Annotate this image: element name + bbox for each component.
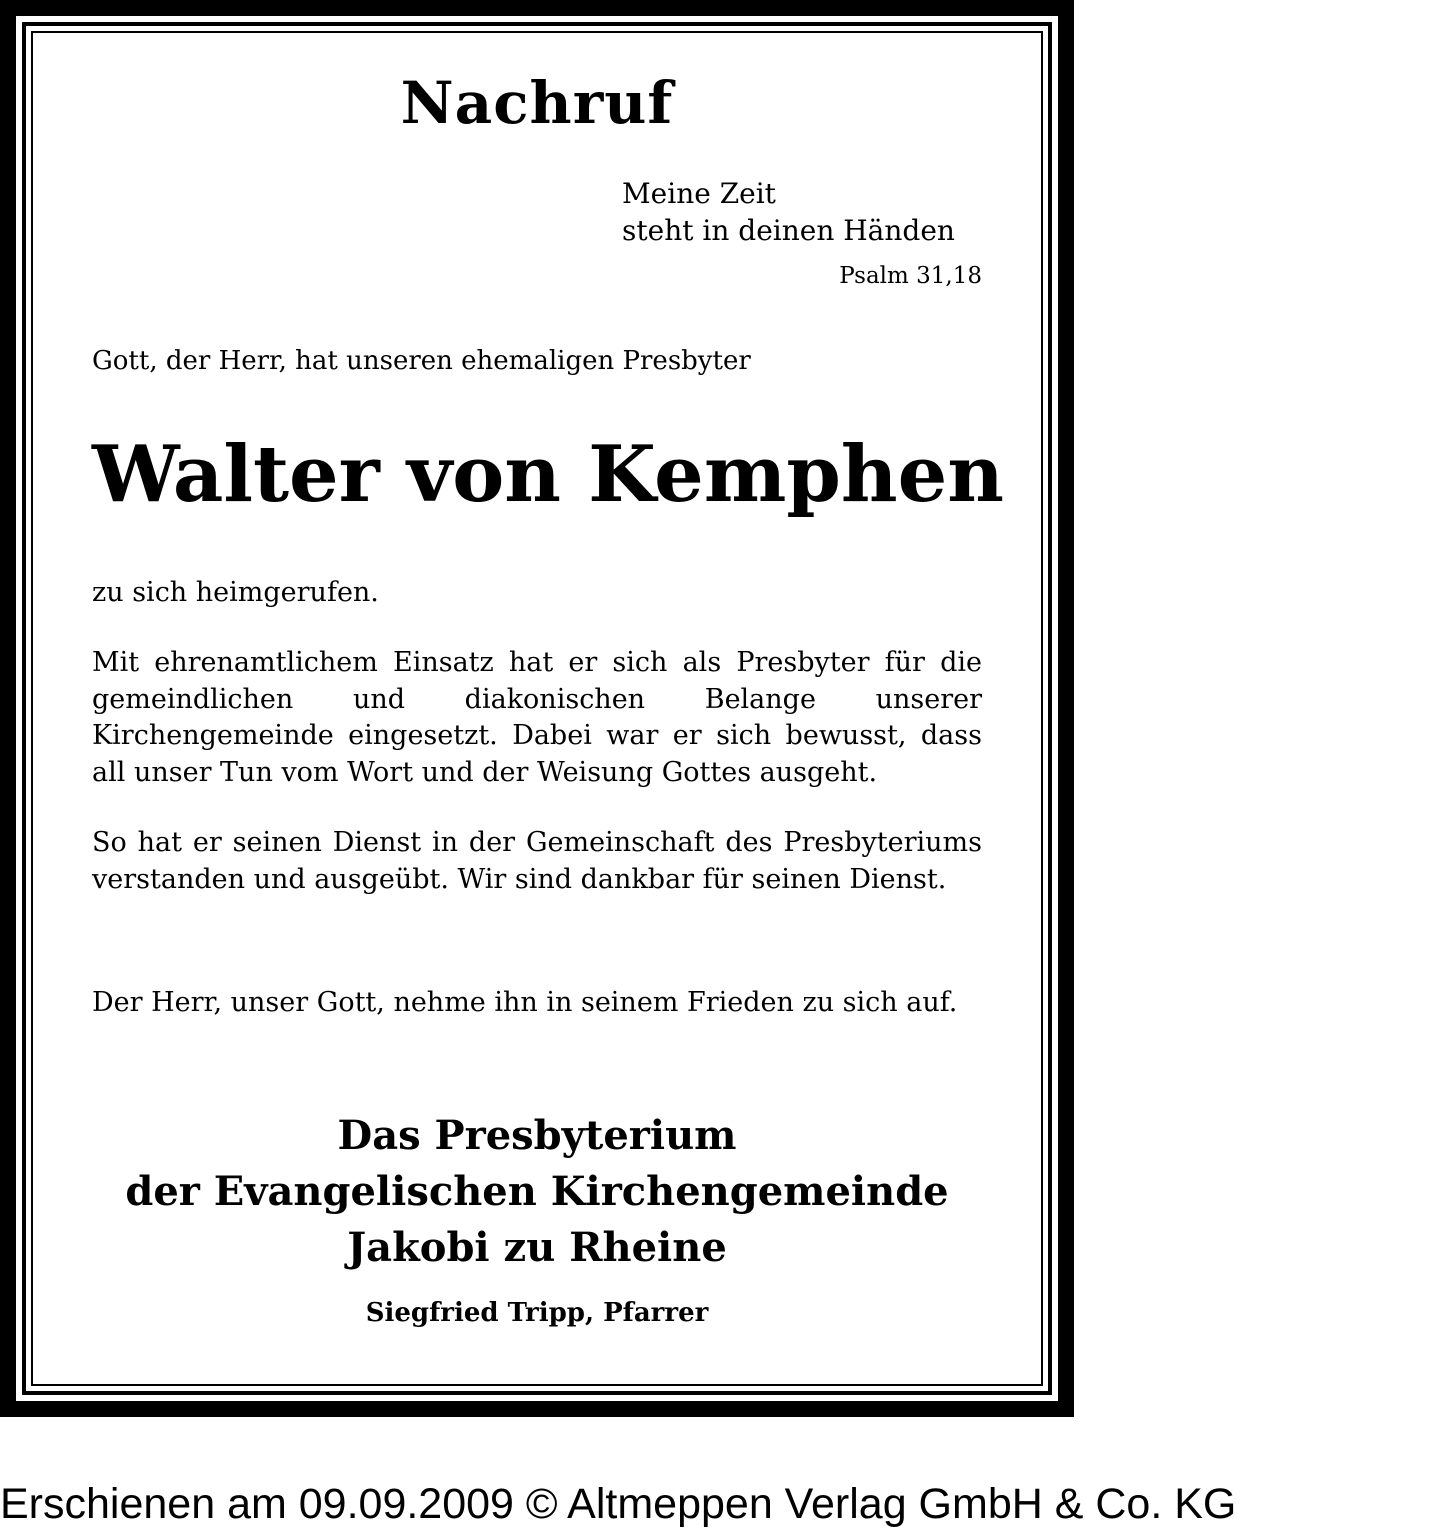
signature-line-3: Jakobi zu Rheine (347, 1224, 727, 1271)
publication-footer: Erschienen am 09.09.2009 © Altmeppen Verlag GmbH & Co. KG (0, 1480, 1237, 1528)
called-home-text: zu sich heimgerufen. (92, 577, 379, 608)
signature-line-1: Das Presbyterium (337, 1112, 737, 1159)
pastor-name: Siegfried Tripp, Pfarrer (365, 1298, 709, 1328)
intro-text: Gott, der Herr, hat unseren ehemaligen Presbyter (92, 346, 751, 376)
bible-verse (622, 175, 1002, 249)
signature-line-2: der Evangelischen Kirchengemeinde (125, 1168, 949, 1215)
bible-verse-line-2: steht in deinen Händen (622, 214, 955, 247)
paragraph-gratitude: So hat er seinen Dienst in der Gemeinschaft des Presbyteriums verstanden und ausgeübt. Wir sind dankbar für seinen Dienst. (92, 827, 982, 895)
bible-verse-reference: Psalm 31,18 (839, 263, 982, 289)
paragraph-service: Mit ehrenamtlichem Einsatz hat er sich als Presbyter für die gemeindlichen und diakonischen Belange unserer Kirchengemeinde eingesetzt. Dabei war er sich bewusst, dass all unser Tun vom Wort und der Weisung Gottes ausgeht. (92, 647, 982, 788)
paragraph-blessing: Der Herr, unser Gott, nehme ihn in seinem Frieden zu sich auf. (92, 987, 958, 1018)
deceased-name: Walter von Kemphen (92, 429, 1004, 520)
signature-block (0, 1108, 1074, 1276)
obituary-title: Nachruf (400, 69, 674, 137)
bible-verse-line-1: Meine Zeit (622, 177, 776, 210)
